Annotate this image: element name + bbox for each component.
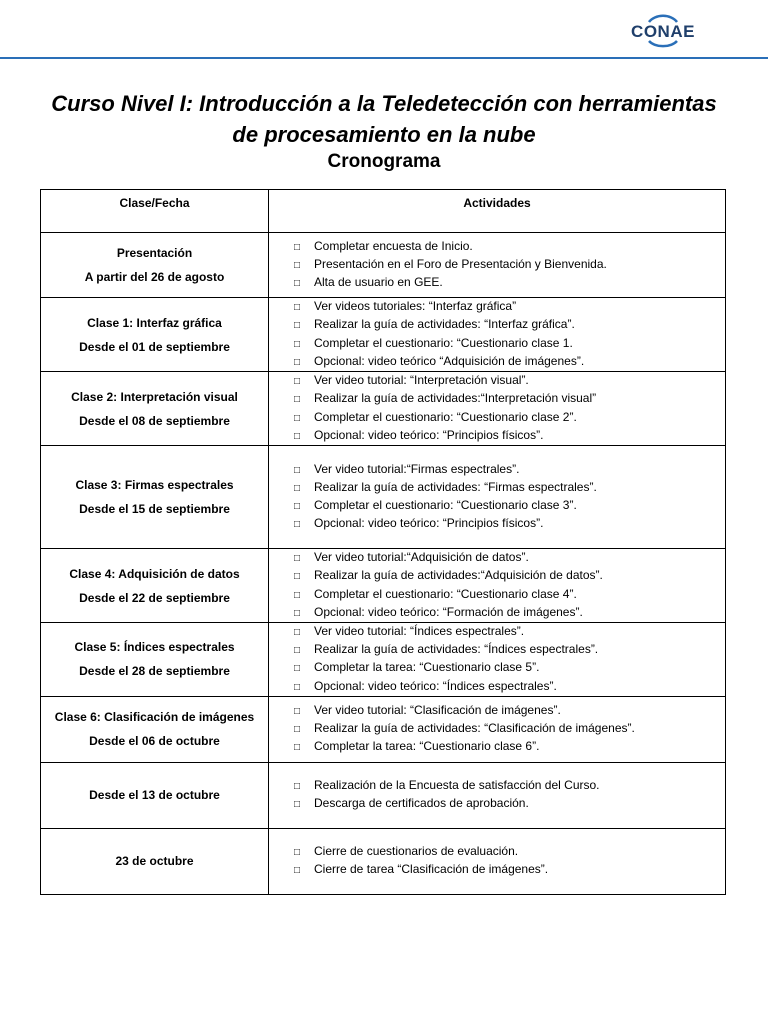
clase-label: Clase 1: Interfaz gráfica (87, 315, 222, 330)
table-row (41, 696, 726, 762)
fecha-label: 23 de octubre (115, 854, 194, 869)
list-item (294, 316, 725, 334)
checkbox-square-icon: □ (294, 724, 301, 736)
clase-fecha-cell (41, 549, 269, 623)
activity-text: Realización de la Encuesta de satisfacción del Curso. (314, 778, 600, 793)
list-item (294, 843, 725, 861)
schedule-table (40, 189, 726, 895)
activity-list (269, 372, 725, 445)
list-item (294, 298, 725, 316)
list-item (294, 659, 725, 677)
table-row (41, 233, 726, 298)
header-clase-fecha: Clase/Fecha (41, 190, 269, 233)
clase-label: Clase 4: Adquisición de datos (69, 566, 240, 581)
page-subtitle: Cronograma (327, 151, 441, 172)
table-header-row (41, 190, 726, 233)
activity-text: Ver video tutorial:“Adquisición de datos”. (314, 550, 529, 565)
activity-text: Alta de usuario en GEE. (314, 275, 443, 290)
list-item (294, 604, 725, 622)
activity-text: Realizar la guía de actividades: “Interfaz gráfica”. (314, 317, 575, 332)
logo-text: CONAE (631, 22, 695, 41)
clase-label: Clase 3: Firmas espectrales (75, 478, 234, 492)
clase-label: Clase 5: Índices espectrales (74, 640, 235, 655)
table-row (41, 623, 726, 697)
clase-fecha-cell (41, 696, 269, 762)
clase-fecha-cell (41, 372, 269, 446)
list-item (294, 795, 725, 813)
checkbox-square-icon: □ (294, 627, 301, 638)
activity-list (269, 702, 725, 757)
activity-list (269, 298, 725, 371)
checkbox-square-icon: □ (294, 607, 301, 619)
list-item (294, 777, 725, 795)
list-item (294, 623, 725, 641)
activity-text: Ver video tutorial:“Firmas espectrales”. (314, 461, 520, 476)
list-item (294, 353, 725, 371)
checkbox-square-icon: □ (294, 865, 301, 877)
list-item (294, 567, 725, 585)
checkbox-square-icon: □ (294, 589, 301, 601)
table-row (41, 298, 726, 372)
list-item (294, 372, 725, 390)
fecha-label: A partir del 26 de agosto (84, 270, 225, 284)
activity-text: Cierre de tarea “Clasificación de imágenes”. (314, 862, 549, 877)
actividades-cell (269, 298, 726, 372)
list-item (294, 549, 725, 567)
activity-text: Realizar la guía de actividades:“Adquisición de datos”. (314, 568, 603, 583)
activity-text: Opcional: video teórico: “Principios físicos”. (314, 516, 544, 531)
table-row (41, 549, 726, 623)
checkbox-square-icon: □ (294, 799, 301, 811)
list-item (294, 678, 725, 696)
actividades-cell (269, 762, 726, 828)
activity-text: Ver video tutorial: “Interpretación visual”. (314, 373, 529, 388)
checkbox-square-icon: □ (294, 847, 301, 859)
checkbox-square-icon: □ (294, 302, 301, 314)
list-item (294, 479, 725, 497)
activity-text: Cierre de cuestionarios de evaluación. (314, 844, 519, 859)
checkbox-square-icon: □ (294, 376, 301, 388)
fecha-label: Desde el 01 de septiembre (79, 339, 230, 354)
checkbox-square-icon: □ (294, 781, 301, 793)
clase-label: Clase 6: Clasificación de imágenes (54, 710, 255, 725)
header-actividades: Actividades (269, 190, 726, 233)
header-rule (0, 57, 768, 59)
activity-text: Opcional: video teórico: “Formación de imágenes”. (314, 604, 583, 619)
list-item (294, 497, 725, 515)
actividades-cell (269, 372, 726, 446)
checkbox-square-icon: □ (294, 501, 301, 512)
activity-text: Realizar la guía de actividades: “Índices espectrales”. (314, 642, 599, 657)
checkbox-square-icon: □ (294, 241, 301, 253)
actividades-cell (269, 828, 726, 894)
table-row (41, 762, 726, 828)
list-item (294, 274, 725, 292)
list-item (294, 586, 725, 604)
actividades-cell (269, 549, 726, 623)
list-item (294, 641, 725, 659)
table-row (41, 372, 726, 446)
activity-text: Realizar la guía de actividades: “Firmas espectrales”. (314, 479, 597, 494)
checkbox-square-icon: □ (294, 278, 301, 290)
list-item (294, 461, 725, 479)
checkbox-square-icon: □ (294, 519, 301, 531)
checkbox-square-icon: □ (294, 430, 301, 442)
actividades-cell (269, 446, 726, 549)
fecha-label: Desde el 28 de septiembre (79, 664, 230, 679)
list-item (294, 427, 725, 445)
activity-text: Ver video tutorial: “Índices espectrales”. (314, 624, 525, 638)
page-title: Curso Nivel I: Introducción a la Teledetección con herramientas de procesamiento en la nube (51, 91, 717, 147)
list-item (294, 861, 725, 879)
activity-text: Completar el cuestionario: “Cuestionario clase 1. (314, 335, 573, 350)
fecha-label: Desde el 15 de septiembre (79, 502, 230, 516)
clase-fecha-cell (41, 828, 269, 894)
activity-text: Ver video tutorial: “Clasificación de imágenes”. (314, 703, 561, 717)
fecha-label: Desde el 06 de octubre (89, 734, 220, 749)
checkbox-square-icon: □ (294, 571, 301, 583)
checkbox-square-icon: □ (294, 663, 301, 675)
list-item (294, 702, 725, 720)
fecha-label: Desde el 13 de octubre (89, 788, 220, 803)
checkbox-square-icon: □ (294, 464, 301, 476)
checkbox-square-icon: □ (294, 356, 301, 368)
list-item (294, 738, 725, 756)
clase-label: Presentación (116, 246, 193, 260)
activity-text: Presentación en el Foro de Presentación y Bienvenida. (314, 256, 607, 271)
actividades-cell (269, 696, 726, 762)
activity-text: Opcional: video teórico: “Índices espectrales”. (314, 678, 557, 693)
activity-text: Opcional: video teórico “Adquisición de imágenes”. (314, 353, 585, 368)
checkbox-square-icon: □ (294, 320, 301, 332)
list-item (294, 256, 725, 274)
checkbox-square-icon: □ (294, 645, 301, 657)
activity-text: Completar la tarea: “Cuestionario clase 6”. (314, 739, 540, 754)
clase-fecha-cell (41, 446, 269, 549)
activity-list (269, 549, 725, 622)
activity-list (269, 238, 725, 293)
clase-fecha-cell (41, 233, 269, 298)
checkbox-square-icon: □ (294, 394, 301, 406)
actividades-cell (269, 623, 726, 697)
actividades-cell (269, 233, 726, 298)
activity-text: Completar el cuestionario: “Cuestionario clase 3”. (314, 498, 577, 512)
checkbox-square-icon: □ (294, 338, 301, 350)
table-row (41, 446, 726, 549)
list-item (294, 238, 725, 256)
activity-text: Realizar la guía de actividades: “Clasificación de imágenes”. (314, 721, 635, 736)
checkbox-square-icon: □ (294, 742, 301, 754)
activity-text: Realizar la guía de actividades:“Interpretación visual” (314, 391, 597, 406)
activity-text: Descarga de certificados de aprobación. (314, 796, 529, 811)
checkbox-square-icon: □ (294, 259, 301, 271)
checkbox-square-icon: □ (294, 412, 301, 424)
list-item (294, 335, 725, 353)
activity-text: Completar encuesta de Inicio. (314, 238, 473, 253)
table-row (41, 828, 726, 894)
activity-text: Completar el cuestionario: “Cuestionario clase 4”. (314, 586, 577, 601)
activity-text: Completar la tarea: “Cuestionario clase 5”. (314, 660, 540, 675)
activity-list (269, 777, 725, 813)
list-item (294, 409, 725, 427)
checkbox-square-icon: □ (294, 553, 301, 565)
checkbox-square-icon: □ (294, 482, 301, 494)
list-item (294, 515, 725, 533)
conae-logo (627, 10, 699, 50)
activity-list (269, 461, 725, 534)
fecha-label: Desde el 08 de septiembre (79, 413, 230, 428)
list-item (294, 390, 725, 408)
fecha-label: Desde el 22 de septiembre (79, 590, 230, 605)
checkbox-square-icon: □ (294, 706, 301, 717)
clase-fecha-cell (41, 623, 269, 697)
clase-label: Clase 2: Interpretación visual (71, 389, 238, 404)
checkbox-square-icon: □ (294, 681, 301, 693)
clase-fecha-cell (41, 762, 269, 828)
list-item (294, 720, 725, 738)
clase-fecha-cell (41, 298, 269, 372)
activity-list (269, 623, 725, 696)
activity-list (269, 843, 725, 879)
activity-text: Completar el cuestionario: “Cuestionario clase 2”. (314, 409, 577, 424)
activity-text: Opcional: video teórico: “Principios físicos”. (314, 427, 544, 442)
activity-text: Ver videos tutoriales: “Interfaz gráfica” (314, 299, 517, 314)
